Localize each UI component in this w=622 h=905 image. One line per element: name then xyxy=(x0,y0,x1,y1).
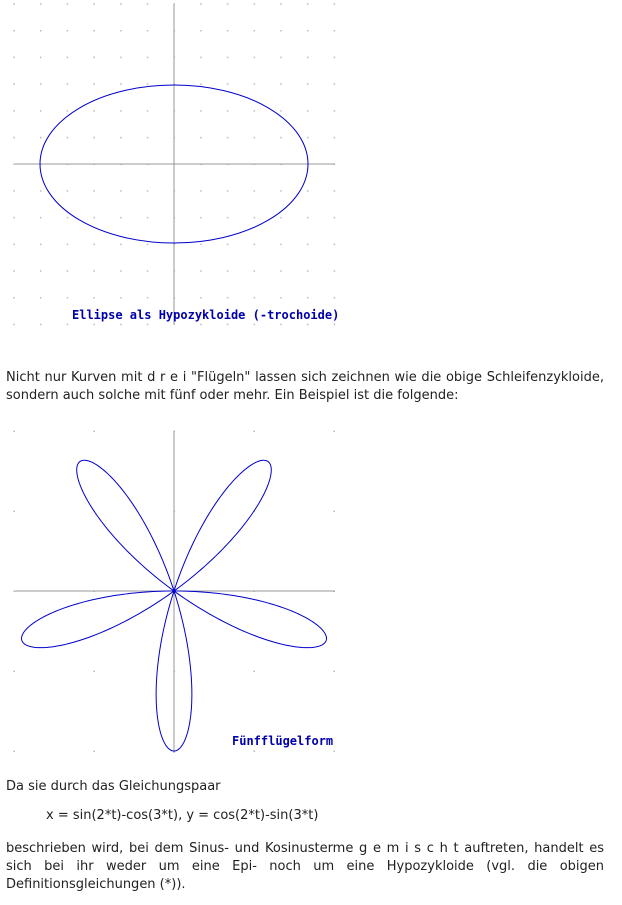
grid-dot xyxy=(13,137,15,139)
grid-dot xyxy=(227,83,229,85)
grid-dot xyxy=(93,137,95,139)
figure1-caption: Ellipse als Hypozykloide (-trochoide) xyxy=(72,308,340,322)
grid-dot xyxy=(254,297,256,299)
grid-dot xyxy=(280,137,282,139)
grid-dot xyxy=(280,3,282,5)
grid-dot xyxy=(280,83,282,85)
grid-dot xyxy=(254,137,256,139)
grid-dot xyxy=(120,324,122,326)
grid-dot xyxy=(147,270,149,272)
grid-dot xyxy=(254,270,256,272)
grid-dot xyxy=(14,751,16,753)
grid-dot xyxy=(40,137,42,139)
grid-dot xyxy=(254,190,256,192)
grid-dot xyxy=(334,137,336,139)
grid-dot xyxy=(40,270,42,272)
grid-dot xyxy=(120,110,122,112)
grid-dot xyxy=(307,217,309,219)
grid-dot xyxy=(200,83,202,85)
grid-dot xyxy=(93,297,95,299)
grid-dot xyxy=(200,57,202,59)
grid-dot xyxy=(307,270,309,272)
grid-dot xyxy=(200,137,202,139)
grid-dot xyxy=(13,244,15,246)
grid-dot xyxy=(254,110,256,112)
grid-dot xyxy=(120,57,122,59)
grid-dot xyxy=(94,431,96,433)
grid-dot xyxy=(200,110,202,112)
grid-dot xyxy=(13,217,15,219)
grid-dot xyxy=(254,83,256,85)
grid-dot xyxy=(334,431,336,433)
grid-dot xyxy=(254,671,256,673)
grid-dot xyxy=(200,244,202,246)
grid-dot xyxy=(67,297,69,299)
grid-dot xyxy=(200,30,202,32)
paragraph-explanation: beschrieben wird, bei dem Sinus- und Kosinusterme g e m i s c h t auftreten, handelt es sich bei ihr weder um eine Epi- noch um eine Hypozykloide (vgl. die obigen Definitionsgleichungen (*)). xyxy=(6,841,604,892)
grid-dot xyxy=(93,190,95,192)
grid-dot xyxy=(67,190,69,192)
grid-dot xyxy=(67,244,69,246)
grid-dot xyxy=(334,217,336,219)
grid-dot xyxy=(334,244,336,246)
paragraph-equation-intro: Da sie durch das Gleichungspaar xyxy=(6,779,221,794)
grid-dot xyxy=(13,324,15,326)
grid-dot xyxy=(200,190,202,192)
grid-dot xyxy=(280,244,282,246)
grid-dot xyxy=(334,3,336,5)
grid-dot xyxy=(94,671,96,673)
grid-dot xyxy=(227,270,229,272)
grid-dot xyxy=(40,324,42,326)
grid-dot xyxy=(40,3,42,5)
grid-dot xyxy=(13,57,15,59)
grid-dot xyxy=(280,30,282,32)
formula: x = sin(2*t)-cos(3*t), y = cos(2*t)-sin(3*t) xyxy=(46,808,319,823)
grid-dot xyxy=(307,297,309,299)
grid-dot xyxy=(120,244,122,246)
grid-dot xyxy=(307,244,309,246)
grid-dot xyxy=(307,110,309,112)
grid-dot xyxy=(334,190,336,192)
grid-dot xyxy=(334,297,336,299)
grid-dot xyxy=(120,270,122,272)
grid-dot xyxy=(67,270,69,272)
grid-dot xyxy=(200,217,202,219)
grid-dot xyxy=(307,190,309,192)
grid-dot xyxy=(334,270,336,272)
grid-dot xyxy=(120,190,122,192)
grid-dot xyxy=(227,297,229,299)
five-petal-figure xyxy=(0,425,340,760)
grid-dot xyxy=(14,431,16,433)
grid-dot xyxy=(93,217,95,219)
grid-dot xyxy=(147,83,149,85)
grid-dot xyxy=(254,30,256,32)
figure2-caption: Fünfflügelform xyxy=(232,734,334,748)
grid-dot xyxy=(334,511,336,513)
grid-dot xyxy=(67,30,69,32)
ellipse-figure xyxy=(0,0,340,340)
grid-dot xyxy=(14,671,16,673)
grid-dot xyxy=(147,324,149,326)
grid-dot xyxy=(14,511,16,513)
grid-dot xyxy=(147,57,149,59)
grid-dot xyxy=(120,137,122,139)
grid-dot xyxy=(93,244,95,246)
grid-dot xyxy=(280,297,282,299)
grid-dot xyxy=(40,190,42,192)
grid-dot xyxy=(40,217,42,219)
grid-dot xyxy=(280,324,282,326)
grid-dot xyxy=(93,270,95,272)
grid-dot xyxy=(200,3,202,5)
grid-dot xyxy=(147,244,149,246)
grid-dot xyxy=(254,57,256,59)
grid-dot xyxy=(307,324,309,326)
grid-dot xyxy=(93,324,95,326)
grid-dot xyxy=(227,57,229,59)
grid-dot xyxy=(147,217,149,219)
grid-dot xyxy=(307,30,309,32)
grid-dot xyxy=(120,217,122,219)
grid-dot xyxy=(13,190,15,192)
paragraph-intro: Nicht nur Kurven mit d r e i "Flügeln" lassen sich zeichnen wie die obige Schleifenzykloide, sondern auch solche mit fünf oder mehr. Ein Beispiel ist die folgende: xyxy=(6,370,604,403)
grid-dot xyxy=(227,217,229,219)
grid-dot xyxy=(307,57,309,59)
grid-dot xyxy=(147,190,149,192)
grid-dot xyxy=(67,3,69,5)
grid-dot xyxy=(147,30,149,32)
grid-dot xyxy=(67,83,69,85)
grid-dot xyxy=(200,270,202,272)
grid-dot xyxy=(40,83,42,85)
grid-dot xyxy=(334,671,336,673)
grid-dot xyxy=(254,3,256,5)
grid-dot xyxy=(227,244,229,246)
grid-dot xyxy=(227,324,229,326)
grid-dot xyxy=(280,110,282,112)
grid-dot xyxy=(40,57,42,59)
grid-dot xyxy=(13,83,15,85)
grid-dot xyxy=(93,30,95,32)
grid-dot xyxy=(334,30,336,32)
grid-dot xyxy=(280,57,282,59)
grid-dot xyxy=(147,137,149,139)
grid-dot xyxy=(67,110,69,112)
grid-dot xyxy=(40,30,42,32)
grid-dot xyxy=(254,751,256,753)
grid-dot xyxy=(93,110,95,112)
grid-dot xyxy=(334,57,336,59)
grid-dot xyxy=(120,30,122,32)
grid-dot xyxy=(13,297,15,299)
grid-dot xyxy=(93,3,95,5)
grid-dot xyxy=(334,83,336,85)
grid-dot xyxy=(280,217,282,219)
grid-dot xyxy=(94,751,96,753)
grid-dot xyxy=(67,57,69,59)
grid-dot xyxy=(307,3,309,5)
grid-dot xyxy=(93,57,95,59)
grid-dot xyxy=(227,190,229,192)
grid-dot xyxy=(120,297,122,299)
grid-dot xyxy=(227,137,229,139)
grid-dot xyxy=(13,270,15,272)
grid-dot xyxy=(254,217,256,219)
grid-dot xyxy=(254,244,256,246)
grid-dot xyxy=(40,297,42,299)
grid-dot xyxy=(13,3,15,5)
grid-dot xyxy=(147,3,149,5)
grid-dot xyxy=(13,30,15,32)
grid-dot xyxy=(147,297,149,299)
grid-dot xyxy=(280,190,282,192)
grid-dot xyxy=(13,164,15,166)
grid-dot xyxy=(334,751,336,753)
grid-dot xyxy=(14,591,16,593)
grid-dot xyxy=(227,30,229,32)
grid-dot xyxy=(254,431,256,433)
grid-dot xyxy=(67,137,69,139)
grid-dot xyxy=(67,324,69,326)
grid-dot xyxy=(120,83,122,85)
grid-dot xyxy=(254,324,256,326)
grid-dot xyxy=(307,83,309,85)
grid-dot xyxy=(93,83,95,85)
grid-dot xyxy=(120,3,122,5)
grid-dot xyxy=(200,324,202,326)
grid-dot xyxy=(334,324,336,326)
grid-dot xyxy=(200,297,202,299)
grid-dot xyxy=(40,110,42,112)
grid-dot xyxy=(280,270,282,272)
grid-dot xyxy=(147,110,149,112)
grid-dot xyxy=(227,110,229,112)
grid-dot xyxy=(227,3,229,5)
grid-dot xyxy=(334,110,336,112)
grid-dot xyxy=(307,137,309,139)
grid-dot xyxy=(67,217,69,219)
grid-dot xyxy=(13,110,15,112)
grid-dot xyxy=(40,244,42,246)
